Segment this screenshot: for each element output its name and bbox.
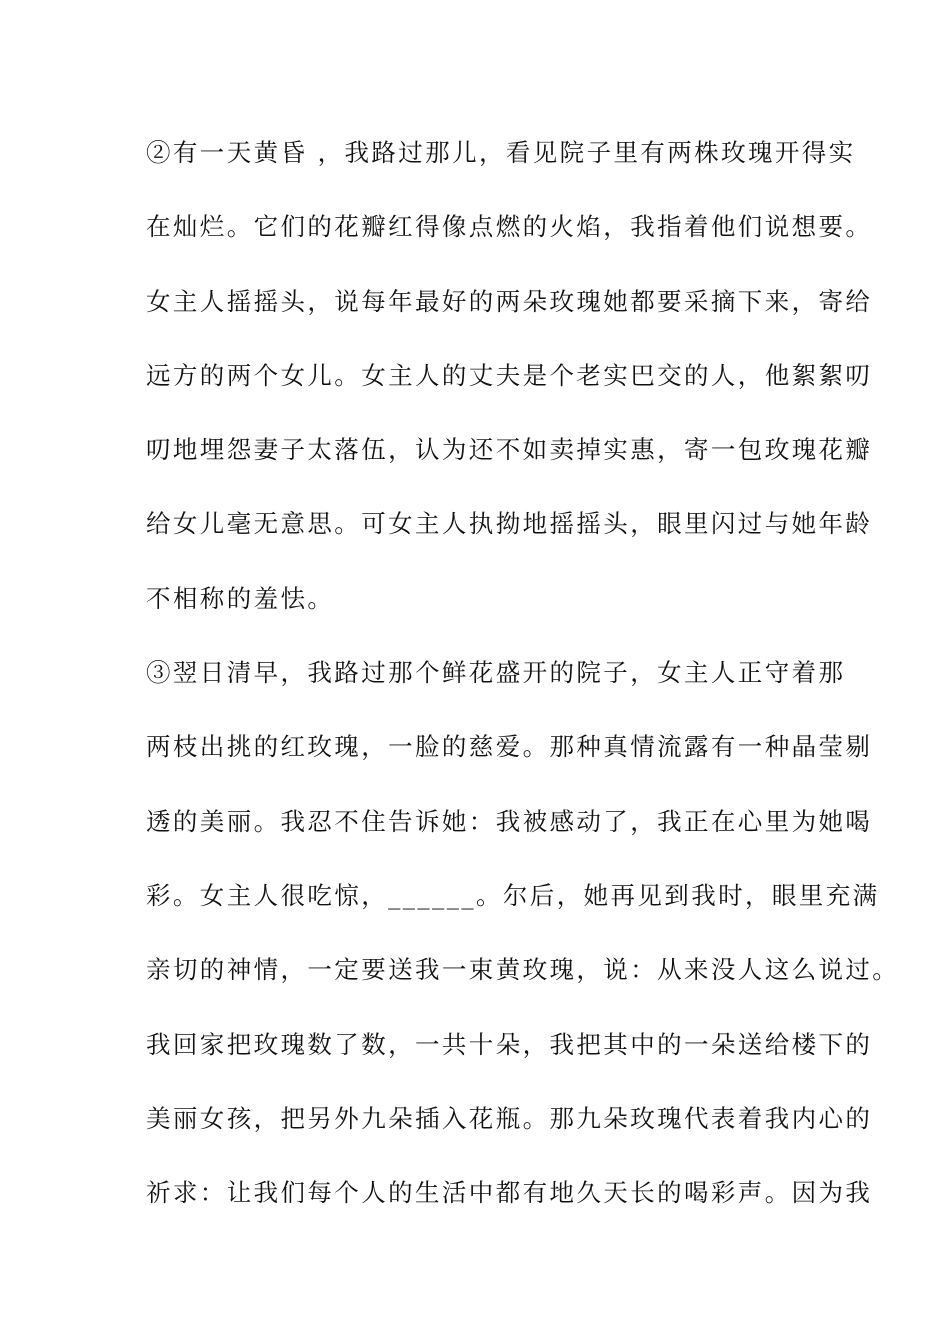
text-line: 祈求：让我们每个人的生活中都有地久天长的喝彩声。因为我 <box>146 1178 873 1208</box>
text-line: 两枝出挑的红玫瑰，一脸的慈爱。那种真情流露有一种晶莹剔 <box>146 732 873 762</box>
text-line: 远方的两个女儿。女主人的丈夫是个老实巴交的人，他絮絮叨 <box>146 360 873 390</box>
text-line: 美丽女孩，把另外九朵插入花瓶。那九朵玫瑰代表着我内心的 <box>146 1103 873 1133</box>
text-line: ③翌日清早，我路过那个鲜花盛开的院子，女主人正守着那 <box>146 658 846 688</box>
text-line: 在灿烂。它们的花瓣红得像点燃的火焰，我指着他们说想要。 <box>146 212 873 242</box>
text-line: ②有一天黄昏 ，我路过那儿，看见院子里有两株玫瑰开得实 <box>146 138 856 167</box>
text-line: 不相称的羞怯。 <box>146 583 335 613</box>
text-line: 女主人摇摇头，说每年最好的两朵玫瑰她都要采摘下来，寄给 <box>146 286 873 316</box>
document-body <box>146 124 900 1238</box>
text-line: 给女儿毫无意思。可女主人执拗地摇摇头，眼里闪过与她年龄 <box>146 509 873 539</box>
text-line: 亲切的神情，一定要送我一束黄玫瑰，说：从来没人这么说过。 <box>146 955 900 985</box>
text-line: 我回家把玫瑰数了数，一共十朵，我把其中的一朵送给楼下的 <box>146 1029 873 1059</box>
text-line: 彩。女主人很吃惊，______。尔后，她再见到我时，眼里充满 <box>146 880 880 910</box>
text-line: 叨地埋怨妻子太落伍，认为还不如卖掉实惠，寄一包玫瑰花瓣 <box>146 435 873 465</box>
text-line: 透的美丽。我忍不住告诉她：我被感动了，我正在心里为她喝 <box>146 806 873 836</box>
